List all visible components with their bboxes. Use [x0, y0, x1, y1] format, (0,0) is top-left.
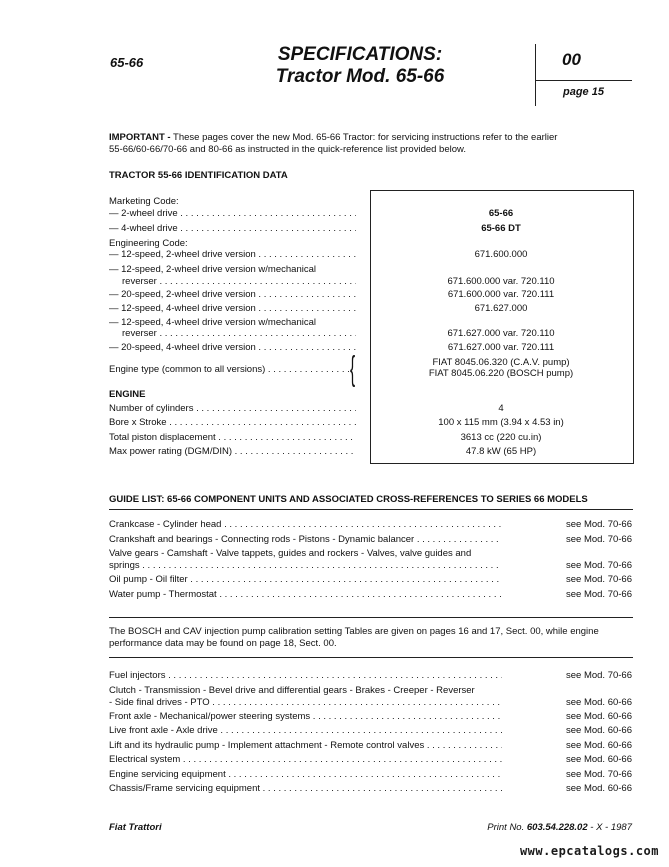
- note-line-1: The BOSCH and CAV injection pump calibration setting Tables are given on pages 16 and 17, Sect. 00, while engine: [109, 626, 599, 637]
- row-label: reverser . . .: [122, 328, 356, 339]
- watermark-link[interactable]: www.epcatalogs.com: [519, 844, 659, 858]
- guide-rule-top: [109, 509, 633, 510]
- guide-row-line-a: Clutch - Transmission - Bevel drive and differential gears - Brakes - Creeper - Reverser: [109, 685, 475, 696]
- ident-row: [109, 303, 356, 314]
- print-no: 603.54.228.02: [526, 822, 588, 833]
- row-label: — 2-wheel drive . . .: [109, 208, 356, 219]
- row-label: Oil pump - Oil filter . . .: [109, 574, 502, 585]
- page-title: [240, 44, 480, 88]
- row-value: 671.600.000: [474, 249, 528, 260]
- intro-paragraph: [109, 132, 633, 156]
- intro-text-1: These pages cover the new Mod. 65-66 Tractor: for servicing instructions refer to the earlier: [173, 132, 558, 143]
- guide-row: [109, 754, 502, 765]
- row-value: 100 x 115 mm (3.94 x 4.53 in): [438, 417, 564, 428]
- row-label: Crankshaft and bearings - Connecting rods - Pistons - Dynamic balancer . . .: [109, 534, 502, 545]
- marketing-label: Marketing Code:: [109, 196, 179, 207]
- note-rule-top: [109, 617, 633, 618]
- row-label: Bore x Stroke . . .: [109, 417, 356, 428]
- row-value: 65-66 DT: [481, 223, 521, 234]
- model-code: 65-66: [110, 55, 144, 70]
- row-label: Total piston displacement . . .: [109, 432, 356, 443]
- guide-row: [109, 589, 502, 600]
- row-label: Max power rating (DGM/DIN) . . .: [109, 446, 356, 457]
- row-label: Number of cylinders . . .: [109, 403, 356, 414]
- engine-type-value-1: FIAT 8045.06.320 (C.A.V. pump): [432, 357, 570, 368]
- row-label: springs . . .: [109, 560, 502, 571]
- guide-row: [109, 519, 502, 530]
- note-rule-bottom: [109, 657, 633, 658]
- row-label: Fuel injectors . . .: [109, 670, 502, 681]
- row-label: — 12-speed, 2-wheel drive version . . .: [109, 249, 356, 260]
- row-value: 4: [498, 403, 504, 414]
- ident-row: [109, 223, 356, 234]
- row-label: Live front axle - Axle drive . . .: [109, 725, 502, 736]
- cross-ref: see Mod. 70-66: [565, 589, 632, 600]
- guide-row: [109, 534, 502, 545]
- row-label: Crankcase - Cylinder head . . .: [109, 519, 502, 530]
- footer-publisher: Fiat Trattori: [109, 822, 162, 833]
- ident-row-line-a: — 12-speed, 2-wheel drive version w/mechanical: [109, 264, 316, 275]
- print-suffix: - X - 1987: [590, 822, 632, 833]
- ident-heading: TRACTOR 55-66 IDENTIFICATION DATA: [109, 170, 288, 181]
- cross-ref: see Mod. 60-66: [565, 725, 632, 736]
- intro-label: IMPORTANT -: [109, 132, 171, 143]
- cross-ref: see Mod. 70-66: [565, 769, 632, 780]
- guide-heading: GUIDE LIST: 65-66 COMPONENT UNITS AND ASSOCIATED CROSS-REFERENCES TO SERIES 66 MODELS: [109, 494, 588, 505]
- row-value: 3613 cc (220 cu.in): [460, 432, 542, 443]
- ident-row: [109, 364, 349, 375]
- row-label: Engine type (common to all versions) . . .: [109, 364, 349, 375]
- ident-row: [109, 342, 356, 353]
- guide-row: [109, 574, 502, 585]
- engineering-label: Engineering Code:: [109, 238, 188, 249]
- guide-row: [109, 711, 502, 722]
- row-label: Engine servicing equipment . . .: [109, 769, 502, 780]
- row-label: — 12-speed, 4-wheel drive version . . .: [109, 303, 356, 314]
- cross-ref: see Mod. 70-66: [565, 519, 632, 530]
- cross-ref: see Mod. 60-66: [565, 740, 632, 751]
- guide-row: [109, 697, 502, 708]
- cross-ref: see Mod. 60-66: [565, 711, 632, 722]
- engine-heading: ENGINE: [109, 389, 146, 400]
- row-value: 671.627.000 var. 720.110: [447, 328, 555, 339]
- cross-ref: see Mod. 70-66: [565, 670, 632, 681]
- print-prefix: Print No.: [487, 822, 525, 833]
- guide-row: [109, 783, 502, 794]
- row-label: — 20-speed, 2-wheel drive version . . .: [109, 289, 356, 300]
- cross-ref: see Mod. 70-66: [565, 574, 632, 585]
- row-label: — 20-speed, 4-wheel drive version . . .: [109, 342, 356, 353]
- note-line-2: performance data may be found on page 18, Sect. 00.: [109, 638, 337, 649]
- ident-row: [122, 276, 356, 287]
- row-label: Water pump - Thermostat . . .: [109, 589, 502, 600]
- cross-ref: see Mod. 70-66: [565, 534, 632, 545]
- guide-row: [109, 560, 502, 571]
- section-number: 00: [562, 50, 581, 69]
- guide-row: [109, 725, 502, 736]
- footer-print-number: [487, 822, 632, 833]
- row-value: 671.600.000 var. 720.111: [447, 289, 555, 300]
- brace-icon: {: [350, 350, 356, 388]
- ident-row: [109, 208, 356, 219]
- engine-type-value-2: FIAT 8045.06.220 (BOSCH pump): [428, 368, 574, 379]
- page-number: page 15: [563, 86, 604, 98]
- cross-ref: see Mod. 60-66: [565, 697, 632, 708]
- row-label: — 4-wheel drive . . .: [109, 223, 356, 234]
- ident-row: [109, 403, 356, 414]
- ident-row-line-a: — 12-speed, 4-wheel drive version w/mechanical: [109, 317, 316, 328]
- ident-row: [109, 417, 356, 428]
- title-line-2: Tractor Mod. 65-66: [275, 66, 445, 87]
- title-line-1: SPECIFICATIONS:: [277, 44, 443, 65]
- row-value: 671.627.000 var. 720.111: [447, 342, 555, 353]
- row-label: reverser . . .: [122, 276, 356, 287]
- header-rule: [535, 80, 632, 81]
- calibration-note: [109, 626, 599, 650]
- ident-row: [109, 289, 356, 300]
- guide-row-line-a: Valve gears - Camshaft - Valve tappets, guides and rockers - Valves, valve guides and: [109, 548, 472, 559]
- guide-row: [109, 740, 502, 751]
- cross-ref: see Mod. 60-66: [565, 754, 632, 765]
- row-value: 47.8 kW (65 HP): [465, 446, 537, 457]
- ident-row: [109, 446, 356, 457]
- header-divider: [535, 44, 536, 106]
- guide-row: [109, 670, 502, 681]
- row-label: Chassis/Frame servicing equipment . . .: [109, 783, 502, 794]
- guide-row: [109, 769, 502, 780]
- ident-row: [109, 432, 356, 443]
- intro-text-2: 55-66/60-66/70-66 and 80-66 as instructed in the quick-reference list provided below.: [109, 144, 466, 155]
- row-label: Electrical system . . .: [109, 754, 502, 765]
- row-value: 671.627.000: [474, 303, 528, 314]
- ident-row: [109, 249, 356, 260]
- row-label: Front axle - Mechanical/power steering systems . . .: [109, 711, 502, 722]
- ident-row: [122, 328, 356, 339]
- row-label: Lift and its hydraulic pump - Implement attachment - Remote control valves . . .: [109, 740, 502, 751]
- cross-ref: see Mod. 60-66: [565, 783, 632, 794]
- row-value: 65-66: [488, 208, 514, 219]
- row-value: 671.600.000 var. 720.110: [447, 276, 555, 287]
- cross-ref: see Mod. 70-66: [565, 560, 632, 571]
- row-label: - Side final drives - PTO . . .: [109, 697, 502, 708]
